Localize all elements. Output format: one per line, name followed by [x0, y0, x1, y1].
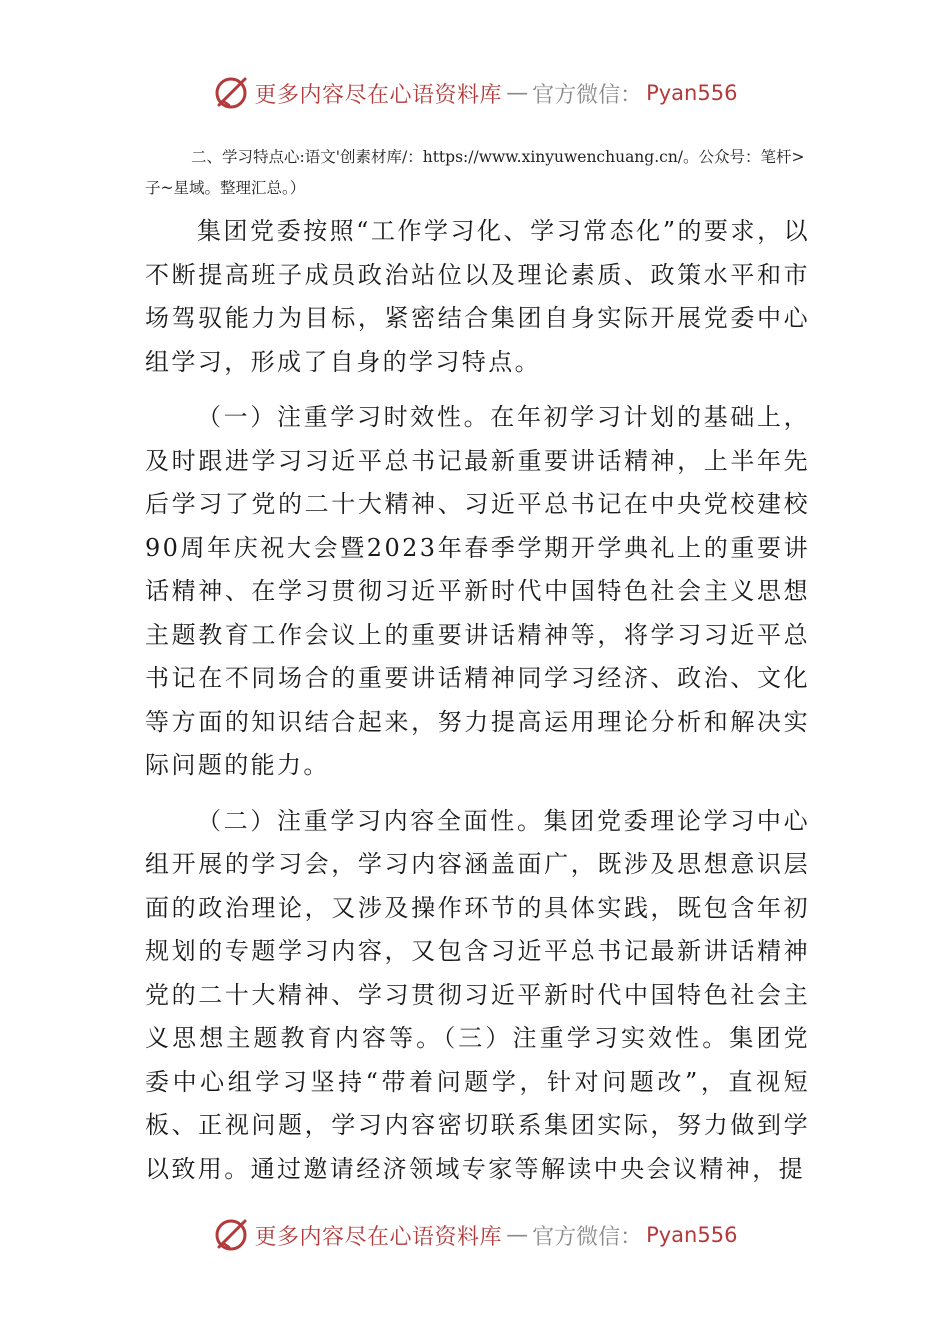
- paragraph-comprehensiveness: （二）注重学习内容全面性。集团党委理论学习中心组开展的学习会，学习内容涵盖面广，既涉及思想意识层面的政治理论，又涉及操作环节的具体实践，既包含年初规划的专题学习内容，又包含习近平总书记最新讲话精神党的二十大精神、学习贯彻习近平新时代中国特色社会主义思想主题教育内容等。（三）注重学习实效性。集团党委中心组学习坚持“带着问题学，针对问题改”，直视短板、正视问题，学习内容密切联系集团实际，努力做到学以致用。通过邀请经济领域专家等解读中央会议精神，提: [145, 806, 810, 1183]
- brush-logo-icon: [213, 1217, 249, 1253]
- banner-main-text: 更多内容尽在心语资料库: [254, 1224, 503, 1250]
- banner-wechat-id: Pyan556: [646, 1223, 738, 1247]
- banner-wechat-label: 官方微信：: [532, 82, 643, 108]
- brush-logo-icon: [213, 75, 249, 111]
- header-banner: [0, 68, 950, 118]
- banner-separator: —: [506, 80, 529, 106]
- footer-banner: [0, 1210, 950, 1260]
- banner-main-text: 更多内容尽在心语资料库: [254, 82, 503, 108]
- banner-separator: —: [506, 1222, 529, 1248]
- section-note: 二、学习特点心:语文'创素材库/：https://www.xinyuwenchuang.cn/。公众号：笔杆>子~星域。整理汇总。）: [145, 148, 805, 197]
- paragraph-timeliness: （一）注重学习时效性。在年初学习计划的基础上，及时跟进学习习近平总书记最新重要讲话精神，上半年先后学习了党的二十大精神、习近平总书记在中央党校建校90周年庆祝大会暨2023年春季学期开学典礼上的重要讲话精神、在学习贯彻习近平新时代中国特色社会主义思想主题教育工作会议上的重要讲话精神等，将学习习近平总书记在不同场合的重要讲话精神同学习经济、政治、文化等方面的知识结合起来，努力提高运用理论分析和解决实际问题的能力。: [145, 403, 810, 779]
- banner-wechat-label: 官方微信：: [532, 1224, 643, 1250]
- banner-wechat-id: Pyan556: [646, 81, 738, 105]
- paragraph-intro: 集团党委按照“工作学习化、学习常态化”的要求，以不断提高班子成员政治站位以及理论素质、政策水平和市场驾驭能力为目标，紧密结合集团自身实际开展党委中心组学习，形成了自身的学习特点。: [145, 217, 810, 376]
- document-body: [145, 210, 810, 1203]
